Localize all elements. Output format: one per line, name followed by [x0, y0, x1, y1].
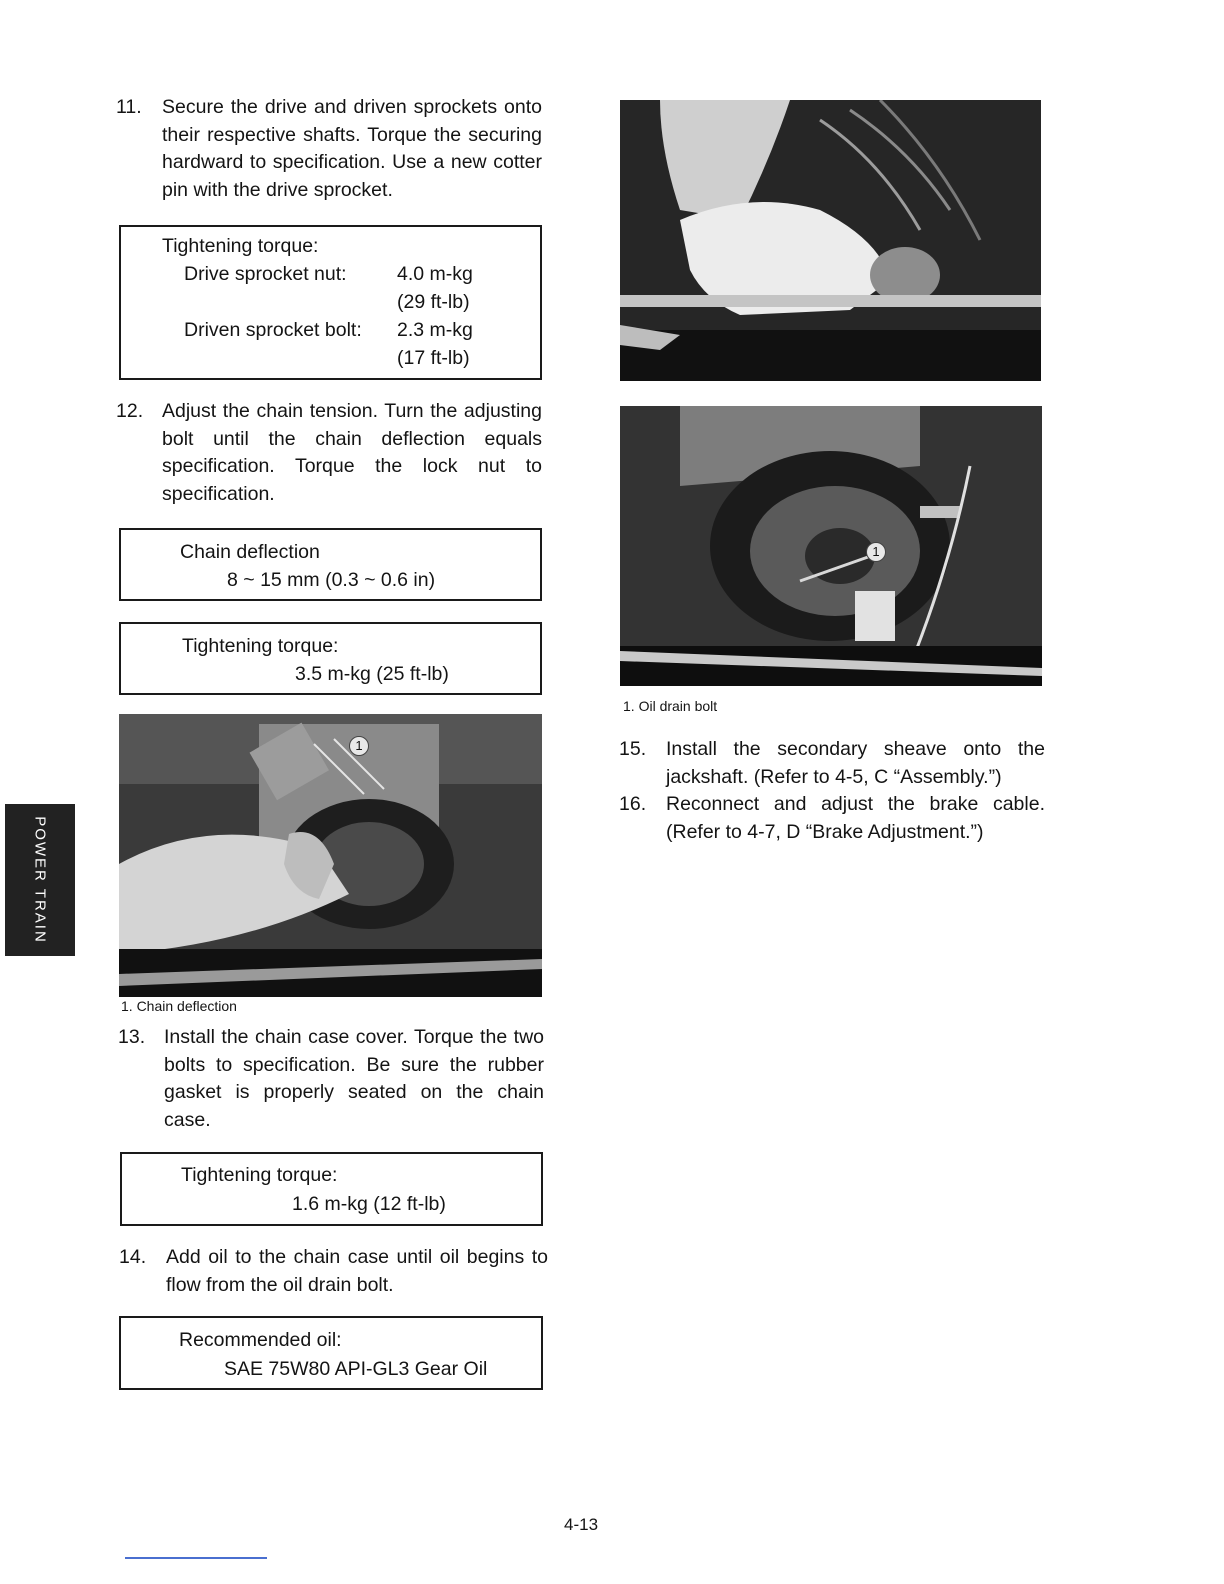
step-11	[116, 94, 546, 206]
driven-sprocket-value: 2.3 m-kg	[397, 319, 473, 341]
step-16	[619, 791, 1049, 847]
sprocket-torque-spec-box	[119, 225, 542, 380]
step-text: Adjust the chain tension. Turn the adjusting bolt until the chain deflection equals specification. Torque the lock nut to specification.	[162, 400, 542, 505]
step-number: 16.	[619, 793, 647, 815]
step-text: Add oil to the chain case until oil begins to flow from the oil drain bolt.	[166, 1246, 548, 1296]
chain-deflection-illustration	[119, 714, 542, 997]
spec-title: Chain deflection	[180, 541, 320, 563]
oil-drain-photo	[620, 406, 1042, 686]
step-text: Install the secondary sheave onto the jackshaft. (Refer to 4-5, C “Assembly.”)	[666, 738, 1045, 788]
oil-drain-illustration	[620, 406, 1042, 686]
drive-sprocket-label: Drive sprocket nut:	[184, 263, 347, 285]
driven-sprocket-value-imperial: (17 ft-lb)	[397, 347, 470, 369]
oil-fill-photo	[620, 100, 1041, 381]
page-number: 4-13	[564, 1515, 599, 1534]
spec-value: 3.5 m-kg (25 ft-lb)	[295, 663, 449, 685]
step-text: Install the chain case cover. Torque the two bolts to specification. Be sure the rubber gasket is properly seated on the chain case.	[164, 1026, 544, 1131]
oil-drain-caption: 1. Oil drain bolt	[623, 698, 718, 714]
cover-torque-spec-box	[120, 1152, 543, 1226]
recommended-oil-spec-box	[119, 1316, 543, 1390]
spec-title: Tightening torque:	[182, 635, 339, 657]
spec-title: Tightening torque:	[181, 1164, 338, 1186]
step-text: Secure the drive and driven sprockets onto their respective shafts. Torque the securing hardward to specification. Use a new cotter pin with the drive sprocket.	[162, 96, 542, 201]
step-number: 13.	[118, 1026, 146, 1048]
spec-title: Tightening torque:	[162, 235, 319, 257]
callout-1: 1	[349, 736, 369, 756]
step-text: Reconnect and adjust the brake cable. (Refer to 4-7, D “Brake Adjustment.”)	[666, 793, 1045, 843]
spec-value: 8 ~ 15 mm (0.3 ~ 0.6 in)	[227, 569, 436, 591]
lock-nut-torque-spec-box	[119, 622, 542, 695]
callout-1: 1	[866, 542, 886, 562]
spec-value: 1.6 m-kg (12 ft-lb)	[292, 1193, 446, 1215]
bottom-divider	[125, 1557, 267, 1559]
step-number: 14.	[119, 1246, 147, 1268]
step-number: 11.	[116, 96, 142, 118]
oil-fill-illustration	[620, 100, 1041, 381]
step-number: 15.	[619, 738, 647, 760]
spec-value: SAE 75W80 API-GL3 Gear Oil	[224, 1358, 488, 1380]
driven-sprocket-label: Driven sprocket bolt:	[184, 319, 362, 341]
spec-title: Recommended oil:	[179, 1329, 342, 1351]
chain-deflection-spec-box	[119, 528, 542, 601]
step-15	[619, 736, 1049, 792]
drive-sprocket-value-imperial: (29 ft-lb)	[397, 291, 470, 313]
step-12	[116, 398, 546, 510]
section-side-tab	[5, 804, 75, 956]
chain-deflection-caption: 1. Chain deflection	[121, 998, 237, 1014]
side-tab-label: POWER TRAIN	[31, 816, 49, 944]
chain-deflection-photo	[119, 714, 542, 997]
step-14	[119, 1244, 549, 1300]
drive-sprocket-value: 4.0 m-kg	[397, 263, 473, 285]
step-number: 12.	[116, 400, 144, 422]
step-13	[118, 1024, 548, 1136]
